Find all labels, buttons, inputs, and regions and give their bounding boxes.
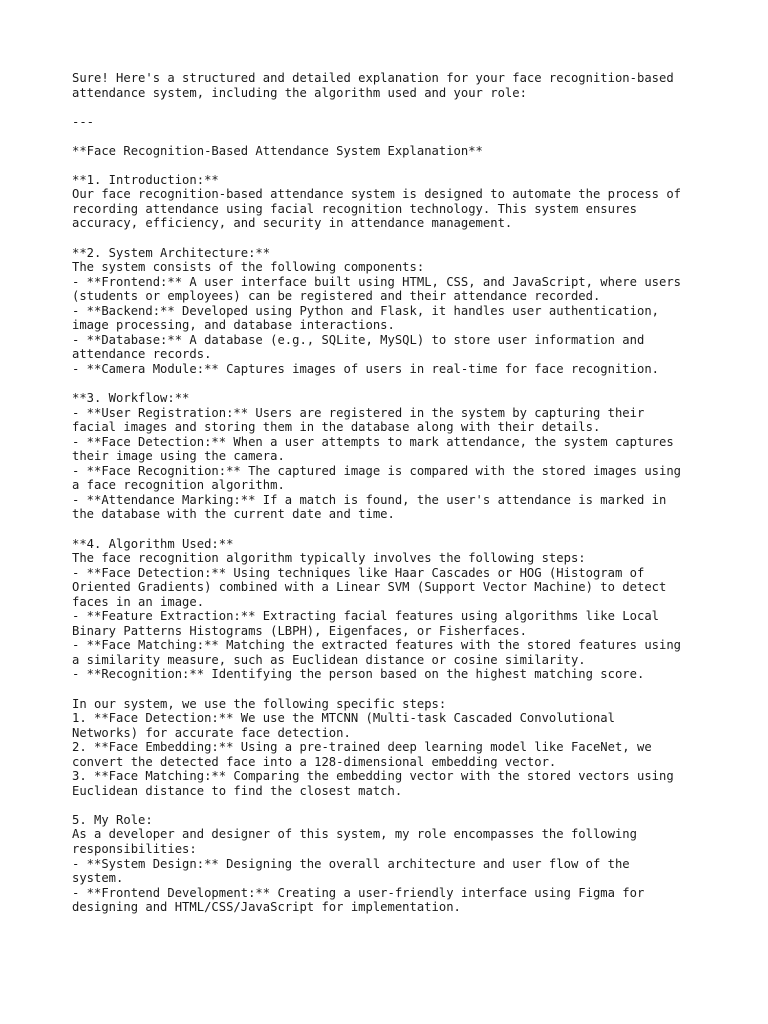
text-line: **3. Workflow:**: [72, 391, 190, 406]
text-line: [72, 798, 712, 813]
text-line: 3. **Face Matching:** Comparing the embedding vector with the stored vectors using: [72, 769, 674, 784]
text-line: 5. My Role:: [72, 812, 153, 827]
text-line: accuracy, efficiency, and security in attendance management.: [72, 216, 513, 231]
text-line: - **Frontend:** A user interface built using HTML, CSS, and JavaScript, where users: [72, 274, 682, 289]
text-line: designing and HTML/CSS/JavaScript for implementation.: [72, 900, 461, 915]
text-line: As a developer and designer of this system, my role encompasses the following: [72, 827, 637, 842]
text-line: **4. Algorithm Used:**: [72, 536, 234, 551]
text-line: Euclidean distance to find the closest match.: [72, 783, 403, 798]
text-line: attendance records.: [72, 347, 212, 362]
text-line: **2. System Architecture:**: [72, 245, 271, 260]
text-line: attendance system, including the algorithm used and your role:: [72, 85, 527, 100]
text-line: facial images and storing them in the database along with their details.: [72, 420, 601, 435]
text-line: [72, 100, 712, 115]
text-line: Networks) for accurate face detection.: [72, 725, 351, 740]
text-line: **Face Recognition-Based Attendance System Explanation**: [72, 143, 483, 158]
text-line: **1. Introduction:**: [72, 172, 219, 187]
text-line: - **Database:** A database (e.g., SQLite, MySQL) to store user information and: [72, 332, 645, 347]
text-line: faces in an image.: [72, 594, 205, 609]
text-line: - **Frontend Development:** Creating a user-friendly interface using Figma for: [72, 885, 645, 900]
text-line: 2. **Face Embedding:** Using a pre-trained deep learning model like FaceNet, we: [72, 740, 652, 755]
text-line: The face recognition algorithm typically involves the following steps:: [72, 551, 586, 566]
text-line: the database with the current date and time.: [72, 507, 395, 522]
text-line: - **Feature Extraction:** Extracting facial features using algorithms like Local: [72, 609, 659, 624]
text-line: Binary Patterns Histograms (LBPH), Eigenfaces, or Fisherfaces.: [72, 623, 527, 638]
text-line: - **Face Recognition:** The captured image is compared with the stored images using: [72, 463, 682, 478]
text-line: ---: [72, 114, 95, 129]
text-line: [72, 522, 712, 537]
text-line: - **Attendance Marking:** If a match is found, the user's attendance is marked in: [72, 492, 667, 507]
text-line: their image using the camera.: [72, 449, 285, 464]
text-line: Oriented Gradients) combined with a Linear SVM (Support Vector Machine) to detect: [72, 580, 667, 595]
text-line: - **Face Detection:** Using techniques like Haar Cascades or HOG (Histogram of: [72, 565, 645, 580]
text-line: Sure! Here's a structured and detailed explanation for your face recognition-based: [72, 71, 674, 85]
text-line: responsibilities:: [72, 841, 197, 856]
text-line: - **Camera Module:** Captures images of users in real-time for face recognition.: [72, 361, 659, 376]
text-line: In our system, we use the following specific steps:: [72, 696, 447, 711]
text-line: The system consists of the following components:: [72, 260, 425, 275]
document-body: [72, 71, 712, 915]
text-line: - **User Registration:** Users are registered in the system by capturing their: [72, 405, 645, 420]
text-line: - **Face Detection:** When a user attempts to mark attendance, the system captures: [72, 434, 674, 449]
text-line: [72, 231, 712, 246]
text-line: a face recognition algorithm.: [72, 478, 285, 493]
text-line: convert the detected face into a 128-dimensional embedding vector.: [72, 754, 557, 769]
text-line: - **Face Matching:** Matching the extracted features with the stored features using: [72, 638, 682, 653]
text-line: image processing, and database interactions.: [72, 318, 395, 333]
text-line: [72, 158, 712, 173]
text-line: - **System Design:** Designing the overall architecture and user flow of the: [72, 856, 630, 871]
text-line: system.: [72, 871, 124, 886]
text-line: a similarity measure, such as Euclidean distance or cosine similarity.: [72, 652, 586, 667]
text-line: - **Recognition:** Identifying the person based on the highest matching score.: [72, 667, 645, 682]
text-line: [72, 376, 712, 391]
text-line: (students or employees) can be registered and their attendance recorded.: [72, 289, 601, 304]
text-line: - **Backend:** Developed using Python and Flask, it handles user authentication,: [72, 303, 659, 318]
text-line: 1. **Face Detection:** We use the MTCNN (Multi-task Cascaded Convolutional: [72, 711, 615, 726]
text-line: Our face recognition-based attendance system is designed to automate the process of: [72, 187, 682, 202]
text-line: recording attendance using facial recognition technology. This system ensures: [72, 201, 637, 216]
text-line: [72, 682, 712, 697]
text-line: [72, 129, 712, 144]
